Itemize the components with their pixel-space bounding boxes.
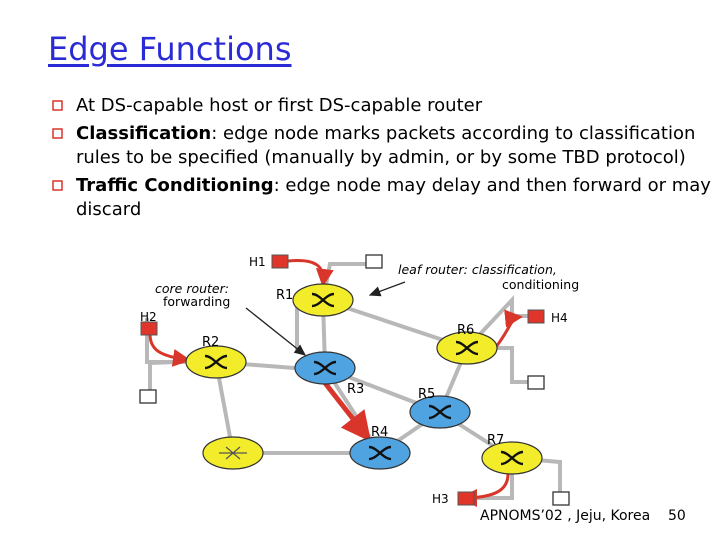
host-box bbox=[528, 376, 544, 389]
host-h1-label: H1 bbox=[249, 255, 266, 269]
bullet-item bbox=[52, 94, 712, 118]
router-r2-label: R2 bbox=[202, 335, 220, 350]
slide-title: Edge Functions bbox=[48, 30, 292, 68]
network-diagram bbox=[0, 240, 720, 540]
bullet-term: Traffic Conditioning bbox=[76, 175, 274, 196]
bullet-list bbox=[52, 94, 712, 226]
host-h1 bbox=[249, 255, 288, 269]
router-r1-label: R1 bbox=[276, 288, 294, 303]
router-unlabeled bbox=[203, 437, 263, 469]
host-h4-label: H4 bbox=[551, 311, 568, 325]
router-r1 bbox=[276, 284, 353, 316]
router-r5-label: R5 bbox=[418, 387, 436, 402]
bullet-item bbox=[52, 174, 712, 222]
router-r6-label: R6 bbox=[457, 323, 475, 338]
router-r5 bbox=[410, 387, 470, 428]
router-r4-label: R4 bbox=[371, 425, 389, 440]
host-box bbox=[366, 255, 382, 268]
host-box bbox=[140, 390, 156, 403]
host-box bbox=[553, 492, 569, 505]
router-r4 bbox=[350, 425, 410, 469]
bullet-text: : edge node may delay and then forward or may discard bbox=[76, 175, 711, 220]
host-h2-label: H2 bbox=[140, 310, 157, 324]
host-h3 bbox=[432, 492, 474, 506]
host-h2 bbox=[140, 310, 157, 335]
bullet-text: : edge node marks packets according to classification rules to be specified (manually by admin, or by some TBD protocol) bbox=[76, 123, 696, 168]
bullet-item bbox=[52, 122, 712, 170]
router-r6 bbox=[437, 323, 497, 364]
square-bullet-icon bbox=[52, 180, 64, 192]
square-bullet-icon bbox=[52, 128, 64, 140]
leaf-router-label-line2: conditioning bbox=[502, 277, 580, 292]
bullet-term: Classification bbox=[76, 123, 212, 144]
bullet-text: At DS-capable host or first DS-capable router bbox=[76, 95, 483, 116]
router-r7 bbox=[482, 433, 542, 474]
page-number: 50 bbox=[668, 508, 686, 524]
footer-text: APNOMS’02 , Jeju, Korea bbox=[480, 508, 651, 524]
square-bullet-icon bbox=[52, 100, 64, 112]
router-r7-label: R7 bbox=[487, 433, 505, 448]
host-h3-label: H3 bbox=[432, 492, 449, 506]
leaf-router-label-line1: leaf router: classification, bbox=[398, 262, 557, 277]
router-r2 bbox=[186, 335, 246, 378]
core-router-label-line2: forwarding bbox=[163, 294, 231, 309]
core-router-label-line1: core router: bbox=[155, 281, 229, 296]
router-r3-label: R3 bbox=[347, 382, 365, 397]
host-h4 bbox=[528, 310, 568, 325]
